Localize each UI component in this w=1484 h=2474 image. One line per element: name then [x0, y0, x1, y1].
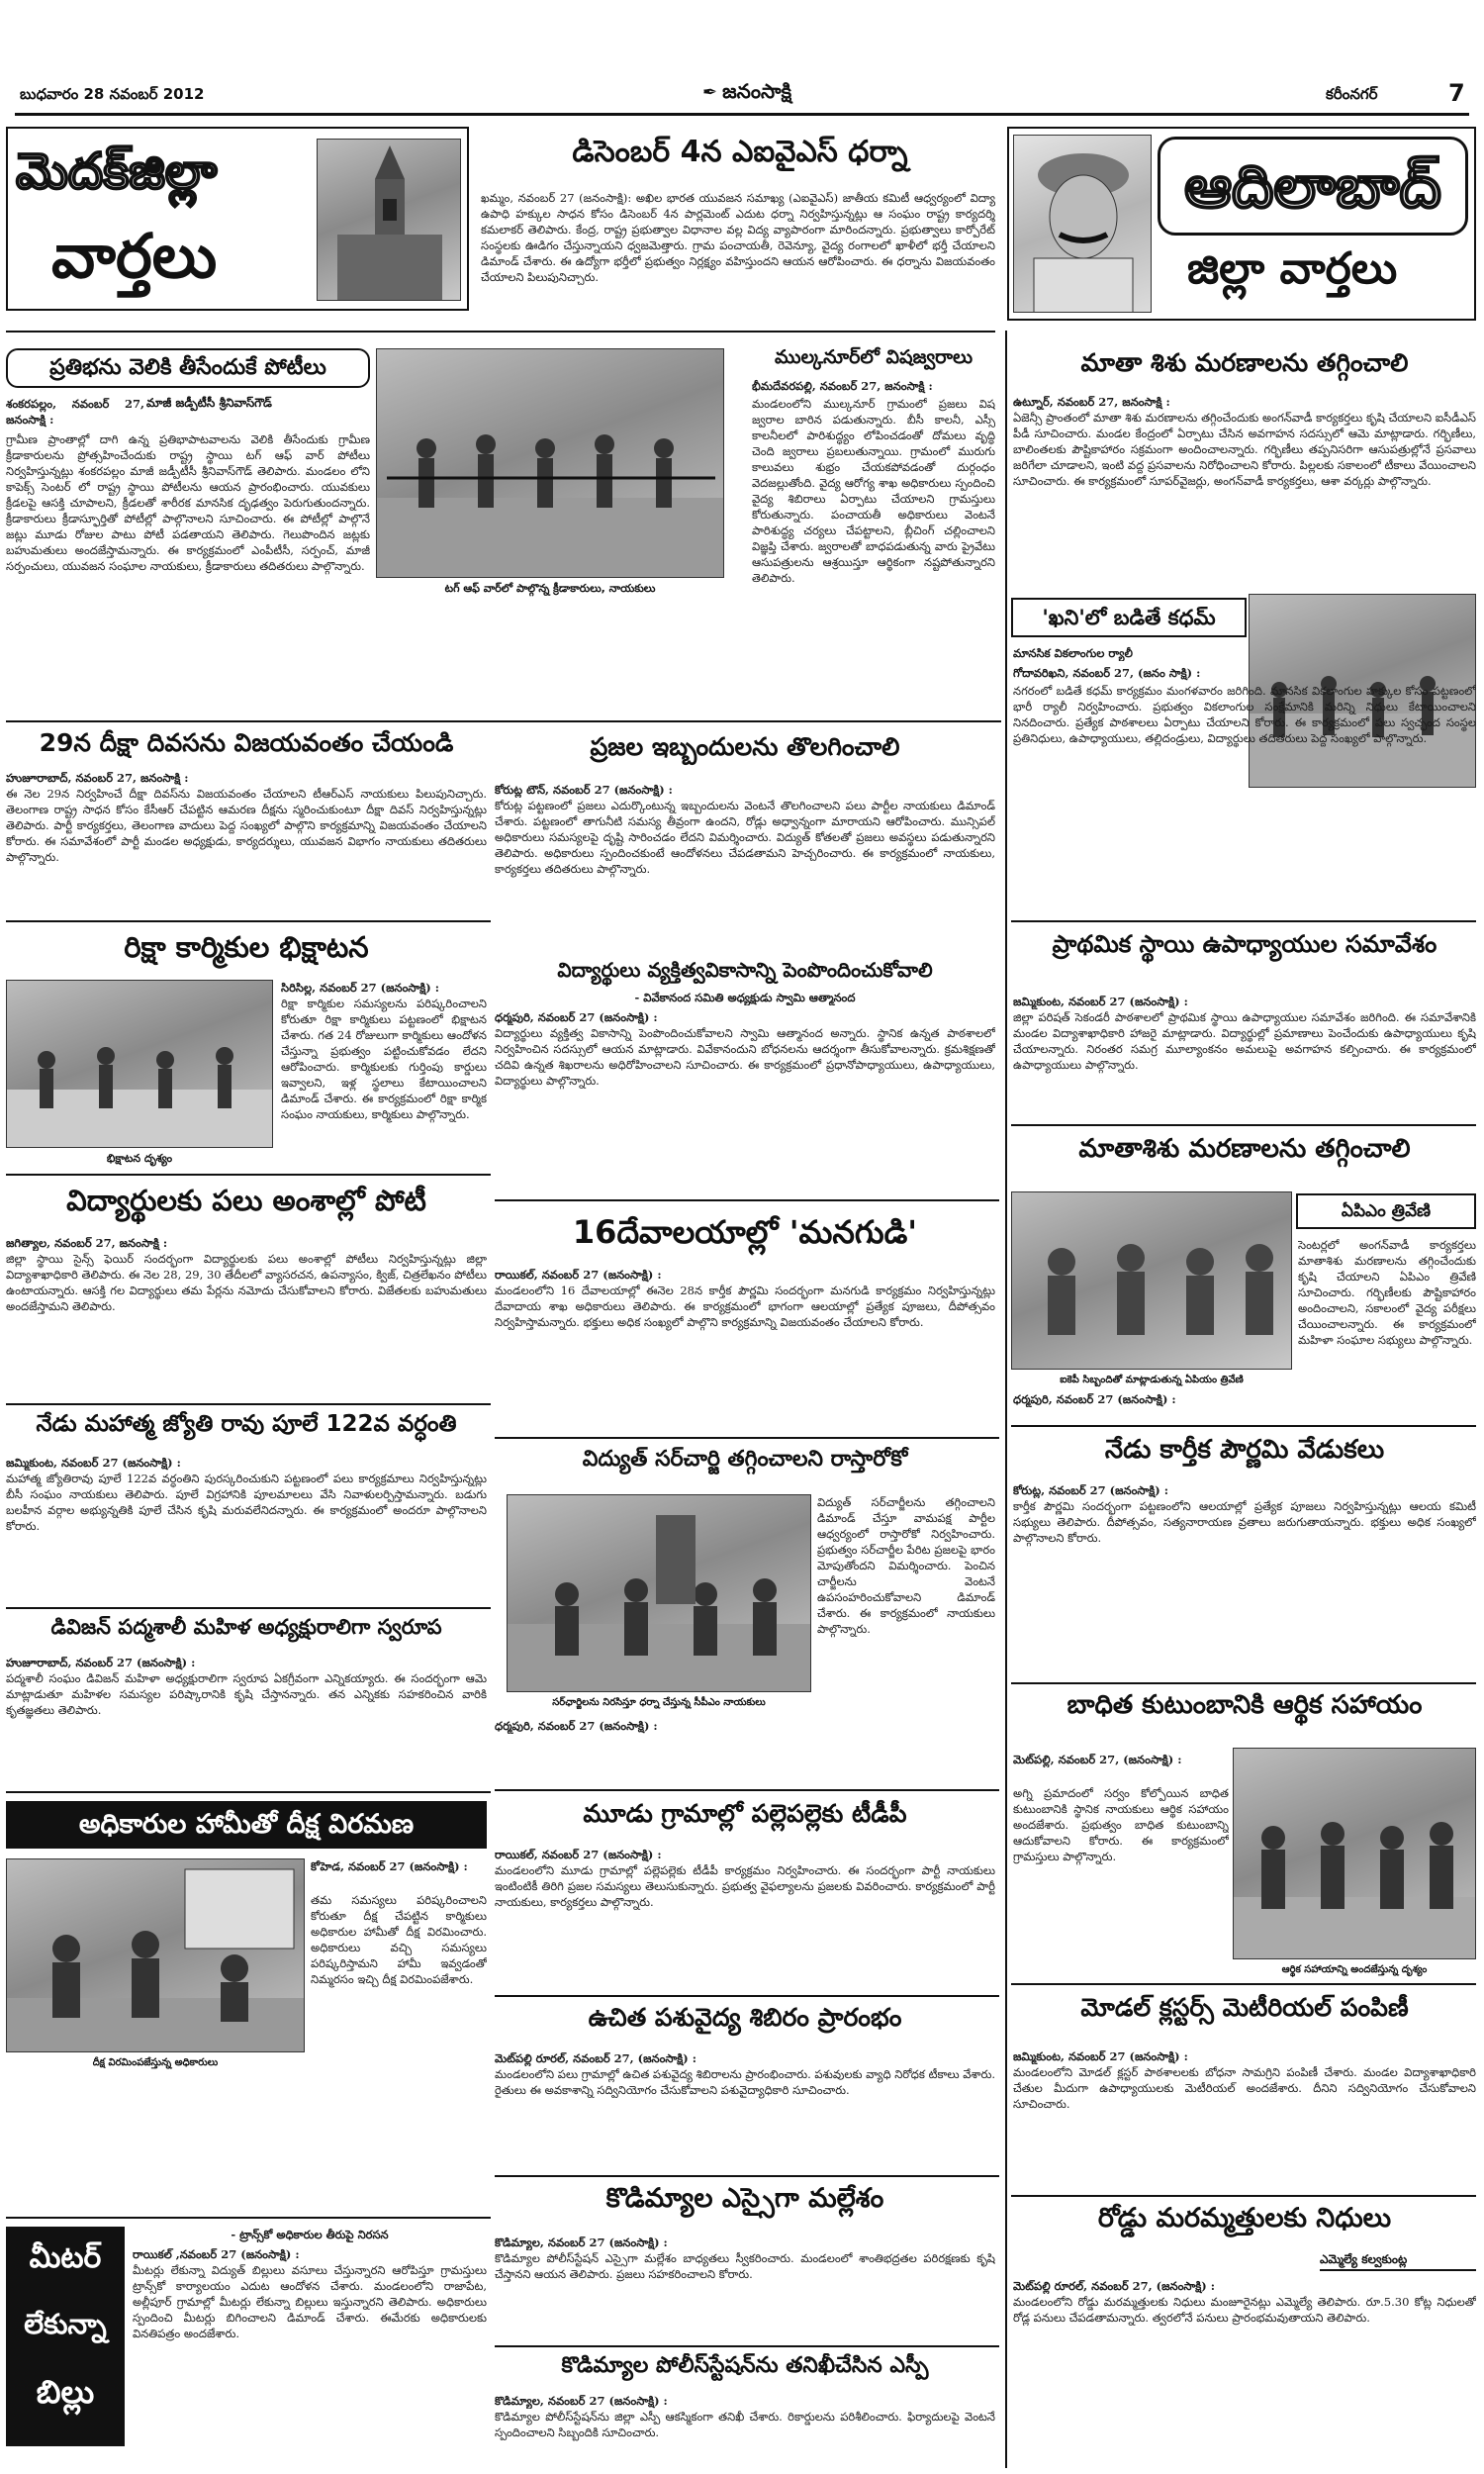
a10-headline: ప్రాథమిక స్థాయి ఉపాధ్యాయుల సమావేశం: [1052, 930, 1438, 958]
right-rule-5: [1011, 1983, 1476, 1985]
a25-body: కొడిమ్యాల పోలీస్‌స్టేషన్‌ను జిల్లా ఎస్పీ ఆకస్మికంగా తనిఖీ చేశారు. రికార్డులను పరిశీలించారు. ఫిర్యాదులపై వెంటనే స్పందించాలని సిబ్బందికి సూచించారు.: [495, 2410, 995, 2439]
a18-dateline: రాయికల్, నవంబర్ 27 (జనంసాక్షి) :: [495, 1848, 662, 1861]
a14-body: మహాత్మ జ్యోతిరావు పూలే 122వ వర్ధంతిని పురస్కరించుకుని పట్టణంలో పలు కార్యక్రమాలు నిర్వహిస్తున్నట్లు బీసీ సంఘం నాయకులు తెలిపారు. పూలే విగ్రహానికి పూలమాలలు వేసి నివాళులర్పిస్తామన్నారు. బడుగు బలహీన వర్గాల అభ్యున్నతికి పూలే చేసిన కృషి మరువలేనిదన్నారు. ఈ కార్యక్రమంలో అందరూ పాల్గొనాలని కోరారు.: [6, 1472, 487, 1533]
officials-icon: [7, 1859, 305, 2052]
a2-body-cont: [376, 600, 744, 713]
a3-headline: ముల్కనూర్‌లో విషజ్వరాలు: [774, 346, 974, 368]
a23-body: కొడిమ్యాల పోలీస్‌స్టేషన్ ఎస్సైగా మల్లేశం బాధ్యతలు స్వీకరించారు. మండలంలో శాంతిభద్రతల పరిరక్షణకు కృషి చేస్తానని ఆయన తెలిపారు. ప్రజలు సహకరించాలని కోరారు.: [495, 2251, 995, 2281]
right-col-rule: [1005, 331, 1007, 2468]
a20-headline-bar: [6, 1801, 487, 1849]
a19-headline: బాధిత కుటుంబానికి ఆర్థిక సహాయం: [1067, 1690, 1423, 1720]
mid-rule-3: [6, 1174, 491, 1176]
right-rule-6: [1011, 2195, 1476, 2197]
a14-dateline: జమ్మికుంట, నవంబర్ 27 (జనంసాక్షి) :: [6, 1456, 181, 1470]
a9-headline: విద్యార్థులు వ్యక్తిత్వవికాసాన్ని పెంపొందించుకోవాలి: [557, 958, 933, 982]
a24-body: మండలంలోని రోడ్డు మరమ్మత్తులకు నిధులు మంజూరైనట్లు ఎమ్మెల్యే తెలిపారు. రూ.5.30 కోట్ల నిధులతో రోడ్ల పనులు చేపడతామన్నారు. త్వరలోనే పనులు ప్రారంభమవుతాయని తెలిపారు.: [1013, 2295, 1476, 2325]
page-header: [0, 77, 1484, 113]
rickshaw-crowd-icon: [7, 981, 273, 1148]
a21-dateline: మెట్‌పల్లి రూరల్, నవంబర్ 27, (జనంసాక్షి) :: [495, 2051, 696, 2065]
a17-body: పద్మశాలీ సంఘం డివిజన్ మహిళా అధ్యక్షురాలిగా స్వరూప ఏకగ్రీవంగా ఎన్నికయ్యారు. ఈ సందర్భంగా ఆమె మాట్లాడుతూ మహిళల సమస్యల పరిష్కారానికి కృషి చేస్తానన్నారు. తన ఎన్నికకు సహకరించిన వారికి కృతజ్ఞతలు తెలిపారు.: [6, 1671, 487, 1717]
a25-dateline: కొడిమ్యాల, నవంబర్ 27 (జనంసాక్షి) :: [495, 2394, 668, 2408]
a3-body: మండలంలోని ముల్కనూర్ గ్రామంలో ప్రజలు విష జ్వరాల బారిన పడుతున్నారు. బీసీ కాలనీ, ఎస్సీ కాలనీలలో పారిశుద్ధ్యం లోపించడంతో దోమలు వృద్ధి చెంది జ్వరాలు ప్రబలుతున్నాయి. గ్రామంలో మురుగు కాలువలు శుభ్రం చేయకపోవడంతో దుర్గంధం వెదజల్లుతోంది. వైద్య ఆరోగ్య శాఖ అధికారులు స్పందించి వైద్య శిబిరాలు ఏర్పాటు చేయాలని గ్రామస్తులు కోరుతున్నారు. పంచాయతీ అధికారులు వెంటనే పారిశుద్ధ్య చర్యలు చేపట్టాలని, బ్లీచింగ్ చల్లించాలని విజ్ఞప్తి చేశారు. జ్వరాలతో బాధపడుతున్న వారు ప్రైవేటు ఆసుపత్రులను ఆశ్రయిస్తూ ఆర్థికంగా నష్టపోతున్నారని తెలిపారు.: [752, 397, 995, 585]
a13-body: సెంటర్లలో అంగన్‌వాడీ కార్యకర్తలు మాతాశిశు మరణాలను తగ్గించేందుకు కృషి చేయాలని ఏపిఎం త్రివేణి సూచించారు. గర్భిణీలకు పౌష్టికాహారం అందించాలని, సకాలంలో వైద్య పరీక్షలు చేయించాలన్నారు. ఈ కార్యక్రమంలో మహిళా సంఘాల సభ్యులు పాల్గొన్నారు.: [1298, 1238, 1476, 1347]
a2-body: గ్రామీణ ప్రాంతాల్లో దాగి ఉన్న ప్రతిభాపాటవాలను వెలికి తీసేందుకు గ్రామీణ క్రీడాకారులను ప్రోత్సహించేందుకు రాష్ట్ర స్థాయి టగ్ ఆఫ్ వార్ పోటీలు నిర్వహిస్తున్నట్లు శంకరపల్లం మాజీ జడ్పీటీసీ శ్రీనివాస్‌గౌడ్ తెలిపారు. మండలం లోని కాపెక్స్ సెంటర్ లో రాష్ట్ర స్థాయి పోటీలను ఆయన ప్రారంభించారు. యువకులు క్రీడలపై ఆసక్తి చూపాలని, క్రీడలతో శారీరక మానసిక దృఢత్వం పెరుగుతుందన్నారు. క్రీడాకారులు క్రీడాస్ఫూర్తితో పోటీల్లో పాల్గొనాలని సూచించారు. ఈ పోటీల్లో పాల్గొనే జట్లు మూడు రోజుల పాటు పోటీ పడతాయని తెలిపారు. గెలుపొందిన జట్లకు బహుమతులు అందజేస్తామన్నారు. ఈ కార్యక్రమంలో ఎంపీటీసీ, సర్పంచ్, మాజీ సర్పంచులు, యువజన సంఘాల నాయకులు, క్రీడాకారులు తదితరులు పాల్గొన్నారు.: [6, 432, 370, 573]
a3-dateline: భీమదేవరపల్లి, నవంబర్ 27, జనంసాక్షి :: [752, 379, 933, 393]
a4-dateline: ఉట్నూర్, నవంబర్ 27, జనంసాక్షి :: [1013, 395, 1170, 409]
protest-icon: [508, 1495, 811, 1692]
a12-headline: 16దేవాలయాల్లో 'మనగుడి': [572, 1213, 918, 1251]
section-rule: [6, 331, 995, 333]
a19-body: అగ్ని ప్రమాదంలో సర్వం కోల్పోయిన బాధిత కుటుంబానికి స్థానిక నాయకులు ఆర్థిక సహాయం అందజేశారు. ప్రభుత్వం బాధిత కుటుంబాన్ని ఆదుకోవాలని కోరారు. ఈ కార్యక్రమంలో గ్రామస్తులు పాల్గొన్నారు.: [1013, 1786, 1229, 1863]
a1-body: ఖమ్మం, నవంబర్ 27 (జనంసాక్షి): అఖిల భారత యువజన సమాఖ్య (ఎఐవైఎస్) జాతీయ కమిటీ ఆధ్వర్యంలో విద్యా ఉపాధి హక్కుల సాధన కోసం డిసెంబర్ 4న పార్లమెంట్ ఎదుట ధర్నా నిర్వహిస్తున్నట్లు ఆ సంఘం రాష్ట్ర కార్యదర్శి కమలాకర్ తెలిపారు. కేంద్ర, రాష్ట్ర ప్రభుత్వాల విధానాల వల్ల విద్య వ్యాపారంగా మారిందన్నారు. ప్రభుత్వాలు కార్పోరేట్ సంస్థలకు ఊడిగం చేస్తున్నాయని ధ్వజమెత్తారు. గ్రామ పంచాయతీ, రెవెన్యూ, వైద్య రంగాలలో ఖాళీలో భర్తీ చేయాలని డిమాండ్ చేశారు. ఈ ఉద్యోగా భర్తీలో ప్రభుత్వం నిర్లక్ష్యం వహిస్తుందని ఆయన ఆరోపించారు. ఈ ధర్నాను విజయవంతం చేయాలని పిలుపునిచ్చారు.: [481, 191, 995, 284]
rickshaw-photo: [6, 980, 273, 1148]
a5-headline: 'ఖని'లో బడితే కధమ్: [1042, 606, 1216, 629]
a21-headline: ఉచిత పశువైద్య శిబిరం ప్రారంభం: [588, 2003, 902, 2032]
aid-photo: [1233, 1748, 1476, 1959]
handover-icon: [1234, 1749, 1476, 1959]
a6-body: ఈ నెల 29న నిర్వహించే దీక్షా దివస్‌ను విజయవంతం చేయాలని టీఆర్ఎస్ నాయకులు పిలుపునిచ్చారు. తెలంగాణ రాష్ట్ర సాధన కోసం కేసీఆర్ చేపట్టిన ఆమరణ దీక్షను స్మరించుకుంటూ దీక్షా దివస్ నిర్వహిస్తున్నట్లు తెలిపారు. పార్టీ కార్యకర్తలు, తెలంగాణ వాదులు పెద్ద సంఖ్యలో పాల్గొని కార్యక్రమాన్ని విజయవంతం చేయాలని కోరారు. ఈ సమావేశంలో పార్టీ మండల అధ్యక్షుడు, కార్యదర్శులు, యువజన విభాగం నాయకులు తదితరులు పాల్గొన్నారు.: [6, 787, 487, 864]
header-edition: కరీంనగర్: [1326, 85, 1378, 103]
mid-rule-9: [6, 1791, 491, 1793]
a16-body: కార్తీక పౌర్ణమి సందర్భంగా పట్టణంలోని ఆలయాల్లో ప్రత్యేక పూజలు నిర్వహిస్తున్నట్లు ఆలయ కమిటీ సభ్యులు తెలిపారు. దీపోత్సవం, సత్యనారాయణ వ్రతాలు జరుగుతాయన్నారు. భక్తులు అధిక సంఖ్యలో పాల్గొనాలని కోరారు.: [1013, 1499, 1476, 1545]
a17-headline: డివిజన్ పద్మశాలీ మహిళ అధ్యక్షురాలిగా స్వరూప: [50, 1615, 442, 1639]
mid-rule-2: [6, 920, 491, 922]
masthead-icon: ✒: [701, 82, 718, 103]
a6-dateline: హుజూరాబాద్, నవంబర్ 27, జనంసాక్షి :: [6, 771, 189, 785]
right-rule-4: [1011, 1682, 1476, 1684]
mid-rule-7: [6, 1607, 491, 1609]
a20-caption: దీక్ష విరమింపజేస్తున్న అధికారులు: [92, 2057, 219, 2068]
tugofwar-caption: టగ్ ఆఫ్ వార్‌లో పాల్గొన్న క్రీడాకారులు, నాయకులు: [444, 582, 656, 595]
a23-dateline: కొడిమ్యాల, నవంబర్ 27 (జనంసాక్షి) :: [495, 2236, 668, 2249]
a26-headline-block: [6, 2227, 125, 2446]
medak-banner: [6, 127, 469, 311]
a15-caption: సర్‌ఛార్జిలను నిరసిస్తూ ధర్నా చేస్తున్న సీపీఎం నాయకులు: [552, 1697, 766, 1708]
a7-body: కోరుట్ల పట్టణంలో ప్రజలు ఎదుర్కొంటున్న ఇబ్బందులను వెంటనే తొలగించాలని పలు పార్టీల నాయకులు డిమాండ్ చేశారు. పట్టణంలో తాగునీటి సమస్య తీవ్రంగా ఉందని, రోడ్లు అధ్వాన్నంగా మారాయని ఆరోపించారు. మున్సిపల్ అధికారులు సమస్యలపై దృష్టి సారించడం లేదని విమర్శించారు. విద్యుత్ కోతలతో ప్రజలు అవస్థలు పడుతున్నారని తెలిపారు. అధికారులు స్పందించకుంటే ఆందోళనలు చేపడతామని హెచ్చరించారు. ఈ కార్యక్రమంలో నాయకులు, కార్యకర్తలు తదితరులు పాల్గొన్నారు.: [495, 799, 995, 876]
church-tower-icon: [318, 140, 461, 301]
a6-headline: 29న దీక్షా దివసను విజయవంతం చేయండి: [39, 728, 454, 757]
adilabad-banner: [1007, 127, 1476, 321]
a20-body: తమ సమస్యలు పరిష్కరించాలని కోరుతూ దీక్ష చేపట్టిన కార్మికులు అధికారుల హామీతో దీక్ష విరమించారు. అధికారులు వచ్చి సమస్యలు పరిష్కరిస్తామని హామీ ఇవ్వడంతో నిమ్మరసం ఇచ్చి దీక్ష విరమింపజేశారు.: [311, 1893, 487, 1986]
a7-headline: ప్రజల ఇబ్బందులను తొలగించాలి: [590, 732, 900, 761]
a1-headline: డిసెంబర్ 4న ఎఐవైఎస్ ధర్నా: [572, 135, 908, 169]
a13-byline-box: [1296, 1193, 1476, 1229]
medak-title-line2: వార్తలు: [51, 220, 218, 292]
meeting-photo: [1011, 1191, 1292, 1370]
a11-headline: విద్యార్థులకు పలు అంశాల్లో పోటీ: [66, 1184, 426, 1217]
header-date: బుధవారం 28 నవంబర్ 2012: [20, 85, 205, 103]
a8-body: రిక్షా కార్మికుల సమస్యలను పరిష్కరించాలని కోరుతూ రిక్షా కార్మికులు పట్టణంలో భిక్షాటన చేశారు. గత 24 రోజులుగా కార్మికులు ఆందోళన చేస్తున్నా ప్రభుత్వం పట్టించుకోవడం లేదని ఆరోపించారు. కార్మికులకు గుర్తింపు కార్డులు ఇవ్వాలని, ఇళ్ల స్థలాలు కేటాయించాలని డిమాండ్ చేశారు. ఈ కార్యక్రమంలో రిక్షా కార్మిక సంఘం నాయకులు, కార్మికులు పాల్గొన్నారు.: [281, 997, 487, 1121]
right-rule-1: [1011, 920, 1476, 922]
turbaned-man-icon: [1014, 136, 1152, 313]
right-rule-3: [1011, 1425, 1476, 1427]
a26-headline-line2: లేకున్నా: [24, 2308, 107, 2340]
a13-byline: ఏపిఎం త్రివేణి: [1341, 1201, 1432, 1221]
a12-dateline: రాయికల్, నవంబర్ 27 (జనంసాక్షి) :: [495, 1268, 662, 1282]
a10-body: జిల్లా పరిషత్ సెకండరీ పాఠశాలలో ప్రాథమిక స్థాయి ఉపాధ్యాయుల సమావేశం జరిగింది. ఈ సమావేశానికి మండల విద్యాశాఖాధికారి హాజరై మాట్లాడారు. విద్యార్థుల్లో ప్రమాణాలు పెంచేందుకు ఉపాధ్యాయులు కృషి చేయాలన్నారు. నిరంతర సమగ్ర మూల్యాంకనం అమలుపై అవగాహన కల్పించారు. ఈ కార్యక్రమంలో ఉపాధ్యాయులు పాల్గొన్నారు.: [1013, 1010, 1476, 1072]
medak-title-line1: మెదక్‌జిల్లా: [16, 143, 218, 200]
a26-dateline: రాయికల్ ,నవంబర్ 27 (జనంసాక్షి) :: [133, 2247, 300, 2261]
a24-headline: రోడ్డు మరమ్మత్తులకు నిధులు: [1097, 2203, 1392, 2234]
right-rule-2: [1011, 1124, 1476, 1126]
header-rule: [15, 113, 1469, 116]
a15-dateline: ధర్మపురి, నవంబర్ 27 (జనంసాక్షి) :: [495, 1719, 658, 1733]
a19-dateline: మెట్‌పల్లి, నవంబర్ 27, (జనంసాక్షి) :: [1013, 1753, 1182, 1766]
church-photo: [317, 139, 461, 301]
a22-body: మండలంలోని మోడల్ క్లస్టర్ పాఠశాలలకు బోధనా సామగ్రిని పంపిణీ చేశారు. మండల విద్యాశాఖాధికారి చేతుల మీదుగా ఉపాధ్యాయులకు మెటీరియల్ అందజేశారు. దీనిని సద్వినియోగం చేసుకోవాలని సూచించారు.: [1013, 2065, 1476, 2111]
a24-dateline: మెట్‌పల్లి రూరల్, నవంబర్ 27, (జనంసాక్షి) :: [1013, 2279, 1215, 2293]
a8-caption: భిక్షాటన దృశ్యం: [106, 1152, 173, 1165]
a11-dateline: జగిత్యాల, నవంబర్ 27, జనంసాక్షి :: [6, 1236, 168, 1250]
mid-rule-5: [6, 1403, 491, 1405]
a4-headline: మాతా శిశు మరణాలను తగ్గించాలి: [1080, 348, 1409, 377]
adilabad-title-line1: ఆదిలాబాద్: [1158, 137, 1468, 236]
a9-byline: - వివేకానంద సమితి అధ్యక్షుడు స్వామి ఆత్మానంద: [634, 991, 856, 1004]
a18-body: మండలంలోని మూడు గ్రామాల్లో పల్లెపల్లెకు టీడీపీ కార్యక్రమం నిర్వహించారు. ఈ సందర్భంగా పార్టీ నాయకులు ఇంటింటికీ తిరిగి ప్రజల సమస్యలు తెలుసుకున్నారు. ప్రభుత్వ వైఫల్యాలను ప్రజలకు వివరించారు. కార్యక్రమంలో పార్టీ నాయకులు, కార్యకర్తలు పాల్గొన్నారు.: [495, 1863, 995, 1909]
a11-body: జిల్లా స్థాయి సైన్స్ ఫెయిర్ సందర్భంగా విద్యార్థులకు పలు అంశాల్లో పోటీలు నిర్వహిస్తున్నట్లు జిల్లా విద్యాశాఖాధికారి తెలిపారు. ఈ నెల 28, 29, 30 తేదీలలో వ్యాసరచన, ఉపన్యాసం, క్విజ్, చిత్రలేఖనం పోటీలు ఉంటాయన్నారు. ఆసక్తి గల విద్యార్థులు తమ పేర్లను నమోదు చేసుకోవాలని కోరారు. విజేతలకు బహుమతులు అందజేస్తామని తెలిపారు.: [6, 1252, 487, 1313]
a13-dateline: ధర్మపురి, నవంబర్ 27 (జనంసాక్షి) :: [1013, 1392, 1176, 1406]
a20-dateline: కోహెడ, నవంబర్ 27 (జనంసాక్షి) :: [311, 1859, 468, 1873]
a12-body: మండలంలోని 16 దేవాలయాల్లో ఈనెల 28న కార్తీక పౌర్ణమి సందర్భంగా మనగుడి కార్యక్రమం నిర్వహిస్తున్నట్లు దేవాదాయ శాఖ అధికారులు తెలిపారు. ఈ కార్యక్రమంలో భాగంగా ఆలయాల్లో ప్రత్యేక పూజలు, దీపోత్సవం నిర్వహిస్తామన్నారు. భక్తులు అధిక సంఖ్యలో పాల్గొని కార్యక్రమాన్ని విజయవంతం చేయాలని కోరారు.: [495, 1284, 995, 1329]
a2-headline-box: [6, 348, 370, 388]
page-number: 7: [1448, 79, 1465, 107]
mid-rule-4: [495, 1199, 999, 1201]
mid-rule-1: [6, 720, 1001, 722]
a15-headline: విద్యుత్ సర్‌చార్జి తగ్గించాలని రాస్తారోకో: [582, 1447, 908, 1472]
a2-dateline: శంకరపల్లం, నవంబర్ 27, జనంసాక్షి :: [6, 397, 144, 427]
women-group-icon: [1012, 1192, 1292, 1370]
a24-byline: ఎమ్మెల్యే కల్వకుంట్ల: [1320, 2252, 1476, 2271]
a25-headline: కొడిమ్యాల పోలీస్‌స్టేషన్‌ను తనిఖీచేసిన ఎస్పీ: [561, 2353, 929, 2378]
a9-body: విద్యార్థులు వ్యక్తిత్వ వికాసాన్ని పెంపొందించుకోవాలని స్వామి ఆత్మానంద అన్నారు. స్థానిక ఉన్నత పాఠశాలలో నిర్వహించిన సదస్సులో ఆయన మాట్లాడారు. వివేకానందుని బోధనలను ఆదర్శంగా తీసుకోవాలన్నారు. క్రమశిక్షణతో చదివి ఉన్నత శిఖరాలను అధిరోహించాలని సూచించారు. ఈ కార్యక్రమంలో ప్రధానోపాధ్యాయులు, ఉపాధ్యాయులు, విద్యార్థులు పాల్గొన్నారు.: [495, 1026, 995, 1088]
a23-headline: కొడిమ్యాల ఎస్సైగా మల్లేశం: [605, 2183, 884, 2214]
a4-body: ఏజెన్సీ ప్రాంతంలో మాతా శిశు మరణాలను తగ్గించేందుకు అంగన్‌వాడీ కార్యకర్తలు కృషి చేయాలని ఐసీడీఎస్ పీడీ సూచించారు. మండల కేంద్రంలో ఏర్పాటు చేసిన అవగాహన సదస్సులో ఆమె మాట్లాడారు. గర్భిణీలు, బాలింతలకు పౌష్టికాహారం సక్రమంగా అందించాలన్నారు. గర్భిణీలు తప్పనిసరిగా ఆసుపత్రుల్లోనే ప్రసవాలు జరిగేలా చూడాలని, ఇంటి వద్ద ప్రసవాలను నిరోధించాలని కోరారు. పిల్లలకు సకాలంలో టీకాలు వేయించాలని సూచించారు. ఈ కార్యక్రమంలో సూపర్‌వైజర్లు, అంగన్‌వాడీ కార్యకర్తలు, ఆశా వర్కర్లు పాల్గొన్నారు.: [1013, 411, 1476, 488]
a13-caption: ఐకెపీ సిబ్బందితో మాట్లాడుతున్న ఏపియం త్రివేణి: [1060, 1375, 1244, 1385]
a26-byline: - ట్రాన్స్‌కో అధికారుల తీరుపై నిరసన: [231, 2228, 389, 2241]
mid-rule-12: [495, 2345, 999, 2347]
deeksha-photo: [6, 1858, 305, 2052]
mid-rule-13: [6, 2217, 491, 2219]
tugofwar-photo: [376, 348, 724, 578]
a2-byline: మాజీ జడ్పీటీసీ శ్రీనివాస్‌గౌడ్: [146, 396, 272, 410]
a26-body: మీటర్లు లేకున్నా విద్యుత్ బిల్లులు వసూలు చేస్తున్నారని ఆరోపిస్తూ గ్రామస్తులు ట్రాన్స్‌కో కార్యాలయం ఎదుట ఆందోళన చేశారు. మండలంలోని రాజాపేట, అల్లీపూర్ గ్రామాల్లో మీటర్లు లేకున్నా బిల్లులు ఇస్తున్నారని తెలిపారు. అధికారులు స్పందించి మీటర్లు బిగించాలని డిమాండ్ చేశారు. ఈమేరకు అధికారులకు వినతిపత్రం అందజేశారు.: [133, 2263, 487, 2340]
a9-dateline: ధర్మపురి, నవంబర్ 27 (జనంసాక్షి) :: [495, 1010, 658, 1024]
surcharge-photo: [507, 1494, 811, 1692]
a22-dateline: జమ్మికుంట, నవంబర్ 27 (జనంసాక్షి) :: [1013, 2049, 1188, 2063]
masthead-logo: [673, 79, 821, 109]
mid-rule-6: [495, 1437, 999, 1439]
a8-dateline: సిరిసిల్ల, నవంబర్ 27 (జనంసాక్షి) :: [281, 981, 439, 995]
a10-dateline: జమ్మికుంట, నవంబర్ 27 (జనంసాక్షి) :: [1013, 995, 1188, 1008]
a16-headline: నేడు కార్తీక పౌర్ణమి వేడుకలు: [1104, 1435, 1385, 1465]
a5-dateline: గోదావరిఖని, నవంబర్ 27, (జనం సాక్షి) :: [1013, 666, 1201, 680]
masthead-title: జనంసాక్షి: [722, 79, 792, 103]
a26-headline-line1: మీటర్: [29, 2240, 102, 2275]
mid-rule-8: [495, 1789, 999, 1791]
a5-byline: మానసిక వికలాంగుల ర్యాలీ: [1013, 646, 1133, 660]
a21-body: మండలంలోని పలు గ్రామాల్లో ఉచిత పశువైద్య శిబిరాలను ప్రారంభించారు. పశువులకు వ్యాధి నిరోధక టీకాలు వేశారు. రైతులు ఈ అవకాశాన్ని సద్వినియోగం చేసుకోవాలని పశువైద్యాధికారి సూచించారు.: [495, 2067, 995, 2097]
a22-headline: మోడల్ క్లస్టర్స్ మెటీరియల్ పంపిణీ: [1080, 1993, 1409, 2022]
adilabad-title-line2: జిల్లా వార్తలు: [1187, 243, 1398, 294]
adilabad-portrait: [1013, 135, 1152, 313]
a7-dateline: కోరుట్ల టౌన్, నవంబర్ 27 (జనంసాక్షి) :: [495, 783, 673, 797]
mid-rule-10: [495, 1995, 999, 1997]
a2-headline: ప్రతిభను వెలికి తీసేందుకే పోటీలు: [49, 355, 326, 380]
a5-body: నగరంలో బడితే కధమ్ కార్యక్రమం మంగళవారం జరిగింది. మానసిక వికలాంగుల హక్కుల కోసం పట్టణంలో భారీ ర్యాలీ నిర్వహించారు. ప్రభుత్వం వికలాంగుల సంక్షేమానికి మరిన్ని నిధులు కేటాయించాలని నినదించారు. ప్రత్యేక పాఠశాలలు ఏర్పాటు చేయాలని కోరారు. ఈ కార్యక్రమంలో పలు స్వచ్ఛంద సంస్థల ప్రతినిధులు, ఉపాధ్యాయులు, తల్లిదండ్రులు, విద్యార్థులు తదితరులు పెద్ద సంఖ్యలో పాల్గొన్నారు.: [1013, 684, 1476, 745]
a14-headline: నేడు మహాత్మ జ్యోతి రావు పూలే 122వ వర్ధంతి: [36, 1411, 457, 1437]
a16-dateline: కోరుట్ల, నవంబర్ 27 (జనంసాక్షి) :: [1013, 1483, 1168, 1497]
a20-headline: అధికారుల హామీతో దీక్ష విరమణ: [78, 1809, 415, 1840]
a19-caption: ఆర్థిక సహాయాన్ని అందజేస్తున్న దృశ్యం: [1281, 1964, 1428, 1975]
mid-rule-11: [495, 2175, 999, 2177]
a13-headline: మాతాశిశు మరణాలను తగ్గించాలి: [1078, 1134, 1411, 1164]
a8-headline: రిక్షా కార్మికుల భిక్షాటన: [124, 930, 369, 964]
a15-body: విద్యుత్ సర్‌చార్జీలను తగ్గించాలని డిమాండ్ చేస్తూ వామపక్ష పార్టీల ఆధ్వర్యంలో రాస్తారోకో నిర్వహించారు. ప్రభుత్వం సర్‌చార్జీల పేరిట ప్రజలపై భారం మోపుతోందని విమర్శించారు. పెంచిన చార్జీలను వెంటనే ఉపసంహరించుకోవాలని డిమాండ్ చేశారు. ఈ కార్యక్రమంలో నాయకులు పాల్గొన్నారు.: [817, 1495, 995, 1636]
a17-dateline: హుజూరాబాద్, నవంబర్ 27 (జనంసాక్షి) :: [6, 1656, 196, 1669]
a26-headline-line3: బిల్లు: [36, 2373, 95, 2411]
crowd-icon: [377, 349, 724, 578]
a18-headline: మూడు గ్రామాల్లో పల్లెపల్లెకు టీడీపీ: [583, 1799, 907, 1828]
a5-headline-box: [1011, 598, 1247, 637]
